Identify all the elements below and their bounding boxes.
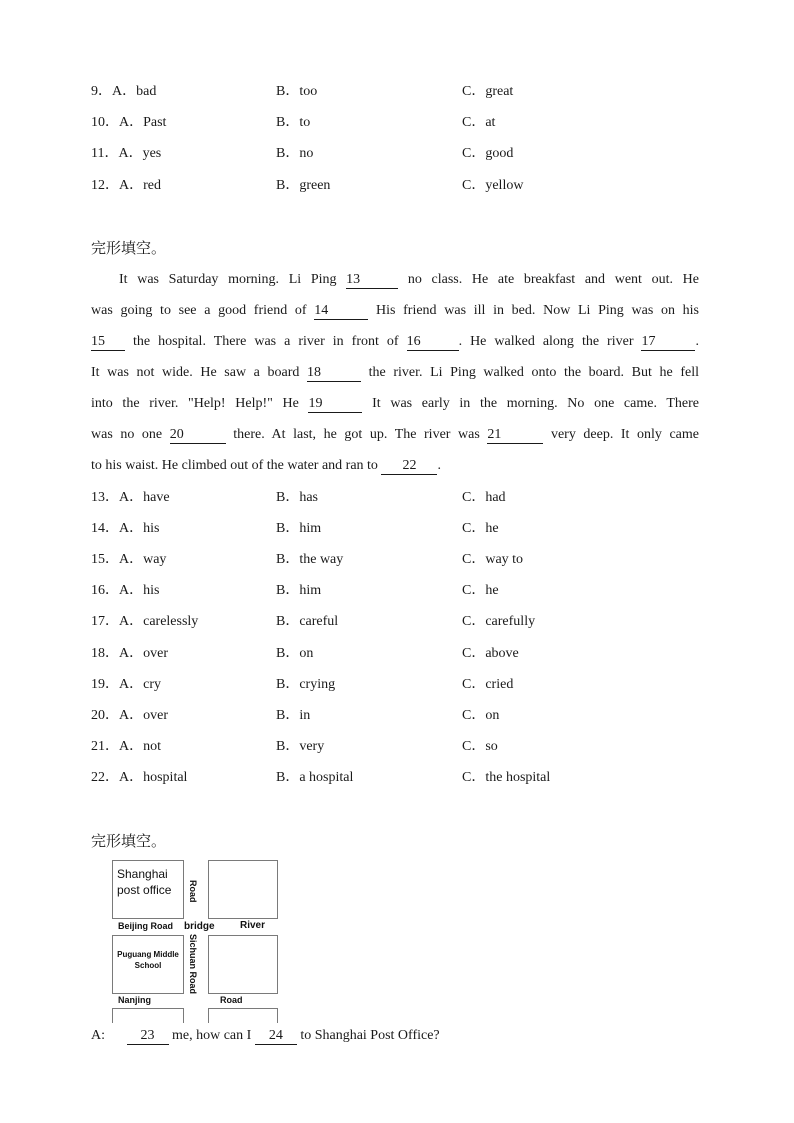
option-row-22 (0, 768, 794, 788)
option-row-20 (0, 706, 794, 726)
blank-24: 24 (255, 1028, 297, 1045)
blank-23: 23 (127, 1028, 169, 1045)
beijing-road-label: Beijing Road (118, 921, 174, 931)
option-b: B．to (276, 115, 311, 130)
nanjing-label: Nanjing (118, 995, 151, 1005)
option-a: 13．A．have (91, 490, 170, 505)
option-b: B．the way (276, 552, 344, 567)
option-c: C．on (462, 708, 500, 723)
option-row-21 (0, 737, 794, 757)
sichuan-road-label: Sichuan Road (188, 934, 198, 995)
option-c: C．way to (462, 552, 524, 567)
option-a: 11．A．yes (91, 146, 162, 161)
option-a: 14．A．his (91, 521, 160, 536)
passage-line: was no one 20 there. At last, he got up. The river was 21 very deep. It only came (91, 427, 699, 442)
blank-18: 18 (307, 365, 361, 382)
passage-line: It was not wide. He saw a board 18 the river. Li Ping walked onto the board. But he fell (91, 365, 699, 380)
option-a: 17．A．carelessly (91, 614, 199, 629)
blank-14: 14 (314, 303, 368, 320)
option-b: B．a hospital (276, 770, 354, 785)
option-b: B．crying (276, 677, 336, 692)
option-c: C．above (462, 646, 519, 661)
option-row-16 (0, 581, 794, 601)
road-label-vertical: Road (188, 880, 198, 903)
option-a: 15．A．way (91, 552, 167, 567)
cloze-passage (91, 264, 699, 481)
option-c: C．so (462, 739, 498, 754)
option-row-19 (0, 675, 794, 695)
option-a: 16．A．his (91, 583, 160, 598)
option-b: B．very (276, 739, 325, 754)
option-a: 20．A．over (91, 708, 168, 723)
school-label: Puguang Middle School (117, 950, 179, 970)
option-row-11 (0, 144, 794, 164)
option-a: 18．A．over (91, 646, 168, 661)
option-row-9 (0, 82, 794, 102)
option-a: 9．A．bad (91, 84, 157, 99)
option-c: C．great (462, 84, 514, 99)
option-row-14 (0, 519, 794, 539)
option-c: C．he (462, 583, 499, 598)
option-c: C．good (462, 146, 514, 161)
option-a: 10．A．Past (91, 115, 167, 130)
option-c: C．cried (462, 677, 514, 692)
blank-20: 20 (170, 427, 226, 444)
passage-line: It was Saturday morning. Li Ping 13 no class. He ate breakfast and went out. He (119, 272, 699, 287)
bridge-label: bridge (184, 921, 215, 932)
dialog-line: A: 23 me, how can I 24 to Shanghai Post Office? (91, 1028, 440, 1043)
option-row-12 (0, 176, 794, 196)
block-edge-left (112, 1008, 184, 1023)
block-top-right (208, 860, 278, 919)
passage-line: into the river. "Help! Help!" He 19 It was early in the morning. No one came. There (91, 396, 700, 411)
street-map (112, 858, 282, 1022)
blank-21: 21 (487, 427, 543, 444)
section-heading: 完形填空。 (91, 239, 167, 257)
option-c: C．carefully (462, 614, 536, 629)
post-office-label: Shanghai post office (117, 867, 172, 897)
option-row-13 (0, 488, 794, 508)
section-heading: 完形填空。 (91, 832, 167, 850)
option-b: B．too (276, 84, 318, 99)
blank-19: 19 (308, 396, 362, 413)
block-edge-right (208, 1008, 278, 1023)
option-b: B．has (276, 490, 318, 505)
river-label: River (240, 920, 266, 931)
option-a: 19．A．cry (91, 677, 161, 692)
option-c: C．yellow (462, 178, 524, 193)
option-b: B．in (276, 708, 311, 723)
option-c: C．had (462, 490, 506, 505)
passage-line: was going to see a good friend of 14 His friend was ill in bed. Now Li Ping was on his (91, 303, 700, 318)
option-row-17 (0, 612, 794, 632)
block-bottom-right (208, 935, 278, 994)
option-c: C．at (462, 115, 496, 130)
road-label-bottom: Road (220, 995, 243, 1005)
option-b: B．him (276, 583, 322, 598)
option-a: 12．A．red (91, 178, 161, 193)
option-row-15 (0, 550, 794, 570)
blank-22: 22 (381, 458, 437, 475)
option-c: C．the hospital (462, 770, 551, 785)
passage-line: 15 the hospital. There was a river in front of 16 . He walked along the river 17 . (91, 334, 699, 349)
passage-line: to his waist. He climbed out of the water and ran to 22 . (91, 458, 441, 473)
blank-17: 17 (641, 334, 695, 351)
blank-13: 13 (346, 272, 398, 289)
option-b: B．green (276, 178, 331, 193)
option-row-10 (0, 113, 794, 133)
option-a: 21．A．not (91, 739, 161, 754)
blank-15: 15 (91, 334, 125, 351)
option-b: B．him (276, 521, 322, 536)
option-b: B．careful (276, 614, 339, 629)
option-b: B．no (276, 146, 314, 161)
blank-16: 16 (407, 334, 459, 351)
option-a: 22．A．hospital (91, 770, 188, 785)
option-b: B．on (276, 646, 314, 661)
option-c: C．he (462, 521, 499, 536)
option-row-18 (0, 644, 794, 664)
